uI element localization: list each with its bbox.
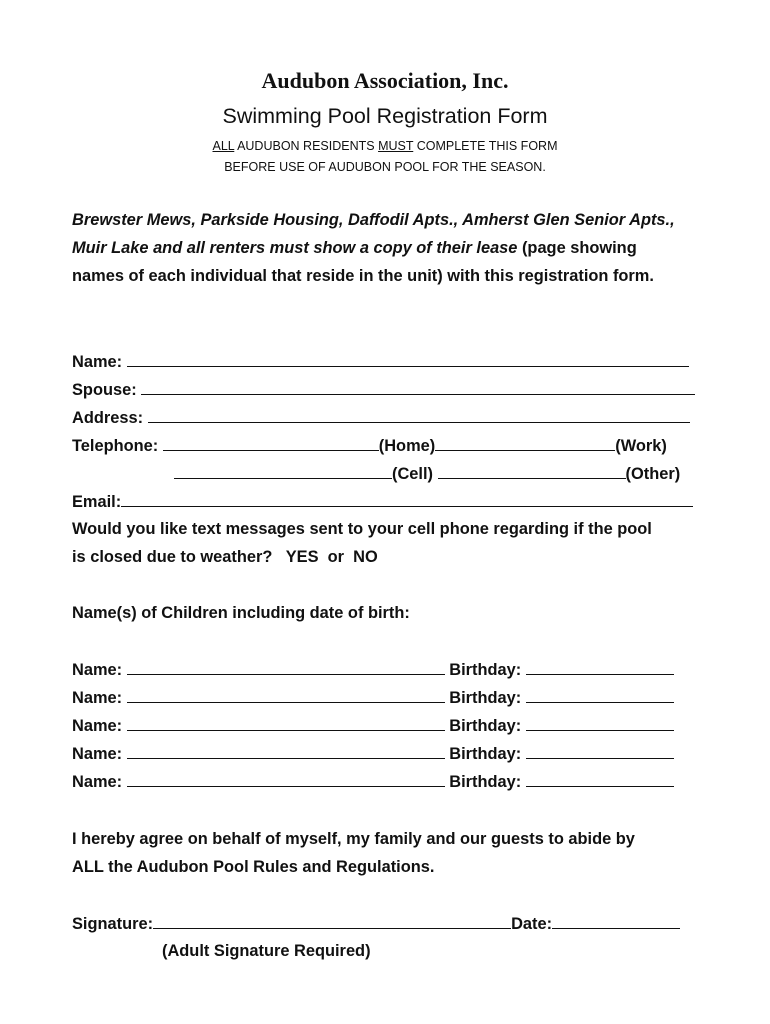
child-birthday-label: Birthday: bbox=[449, 773, 522, 791]
email-field[interactable] bbox=[121, 490, 693, 507]
notice-mid: AUDUBON RESIDENTS bbox=[234, 139, 379, 153]
child-birthday-label: Birthday: bbox=[449, 745, 522, 763]
spouse-label: Spouse: bbox=[72, 381, 137, 399]
child-row bbox=[72, 714, 674, 737]
telephone-row-2 bbox=[174, 462, 680, 485]
child-birthday-field[interactable] bbox=[526, 714, 674, 731]
date-field[interactable] bbox=[552, 912, 680, 929]
child-row bbox=[72, 742, 674, 765]
address-row bbox=[72, 406, 690, 429]
child-birthday-field[interactable] bbox=[526, 658, 674, 675]
email-row bbox=[72, 490, 693, 513]
child-birthday-field[interactable] bbox=[526, 742, 674, 759]
agreement-line-2: ALL the Audubon Pool Rules and Regulations. bbox=[72, 858, 435, 876]
cell-label: (Cell) bbox=[392, 465, 433, 483]
text-question-line-2: is closed due to weather? YES or NO bbox=[72, 548, 378, 566]
lease-requirement-plain: (page showing names of each individual that reside in the unit) with this registration form. bbox=[72, 239, 654, 286]
cell-phone-field[interactable] bbox=[174, 462, 392, 479]
notice-must: MUST bbox=[378, 139, 414, 153]
form-title: Swimming Pool Registration Form bbox=[222, 104, 548, 128]
child-name-field[interactable] bbox=[127, 686, 445, 703]
other-phone-field[interactable] bbox=[438, 462, 626, 479]
name-label: Name: bbox=[72, 353, 123, 371]
child-name-field[interactable] bbox=[127, 714, 445, 731]
child-name-label: Name: bbox=[72, 745, 123, 763]
organization-name: Audubon Association, Inc. bbox=[261, 68, 509, 93]
other-label: (Other) bbox=[625, 465, 681, 483]
lease-requirement-paragraph bbox=[72, 206, 682, 291]
email-label: Email: bbox=[72, 493, 122, 511]
child-name-label: Name: bbox=[72, 717, 123, 735]
child-name-label: Name: bbox=[72, 689, 123, 707]
child-birthday-field[interactable] bbox=[526, 686, 674, 703]
notice-line-1 bbox=[0, 139, 770, 153]
name-row bbox=[72, 350, 689, 373]
child-name-label: Name: bbox=[72, 773, 123, 791]
child-name-field[interactable] bbox=[127, 658, 445, 675]
child-birthday-label: Birthday: bbox=[449, 661, 522, 679]
address-label: Address: bbox=[72, 409, 144, 427]
child-name-field[interactable] bbox=[127, 742, 445, 759]
child-row bbox=[72, 770, 674, 793]
child-name-label: Name: bbox=[72, 661, 123, 679]
signature-row bbox=[72, 912, 680, 935]
child-row bbox=[72, 686, 674, 709]
notice-line-2: BEFORE USE OF AUDUBON POOL FOR THE SEASON. bbox=[224, 160, 546, 174]
lease-requirement-italic: Brewster Mews, Parkside Housing, Daffodil Apts., Amherst Glen Senior Apts., Muir Lake and all renters must show a copy of their lease bbox=[72, 211, 675, 258]
date-label: Date: bbox=[511, 915, 553, 933]
signature-label: Signature: bbox=[72, 915, 154, 933]
name-field[interactable] bbox=[127, 350, 689, 367]
notice-all: ALL bbox=[212, 139, 235, 153]
spouse-field[interactable] bbox=[141, 378, 695, 395]
telephone-label: Telephone: bbox=[72, 437, 159, 455]
adult-signature-note: (Adult Signature Required) bbox=[162, 942, 371, 960]
work-label: (Work) bbox=[615, 437, 667, 455]
child-birthday-label: Birthday: bbox=[449, 717, 522, 735]
agreement-line-1: I hereby agree on behalf of myself, my family and our guests to abide by bbox=[72, 830, 635, 848]
child-row bbox=[72, 658, 674, 681]
notice-end: COMPLETE THIS FORM bbox=[413, 139, 558, 153]
signature-field[interactable] bbox=[153, 912, 511, 929]
child-birthday-field[interactable] bbox=[526, 770, 674, 787]
child-birthday-label: Birthday: bbox=[449, 689, 522, 707]
children-heading: Name(s) of Children including date of birth: bbox=[72, 604, 410, 622]
address-field[interactable] bbox=[148, 406, 690, 423]
telephone-row bbox=[72, 434, 667, 457]
home-label: (Home) bbox=[378, 437, 436, 455]
home-phone-field[interactable] bbox=[163, 434, 379, 451]
text-question-line-1: Would you like text messages sent to your cell phone regarding if the pool bbox=[72, 520, 652, 538]
work-phone-field[interactable] bbox=[435, 434, 615, 451]
spouse-row bbox=[72, 378, 695, 401]
child-name-field[interactable] bbox=[127, 770, 445, 787]
